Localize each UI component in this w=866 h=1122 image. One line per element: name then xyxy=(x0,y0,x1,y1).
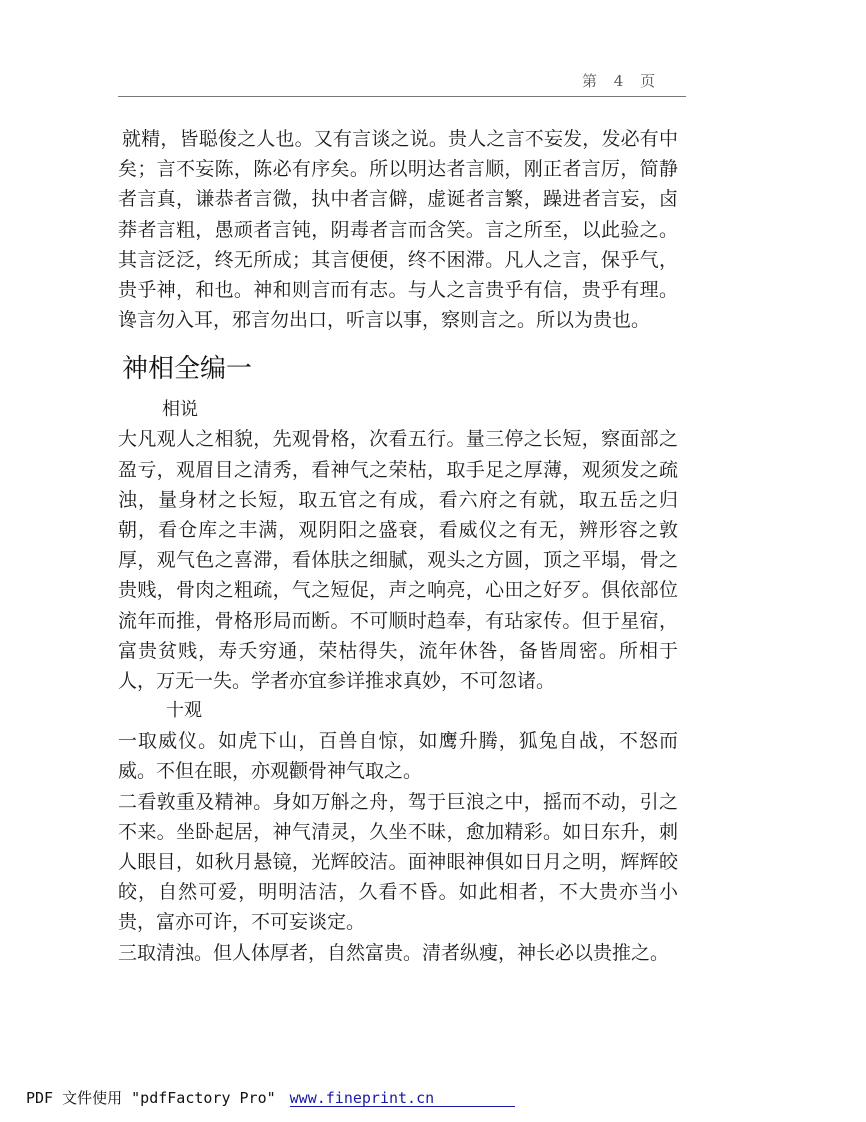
paragraph-dunzhong: 二看敦重及精神。身如万斛之舟，驾于巨浪之中，摇而不动，引之不来。坐卧起居，神气清灵，久坐不昧，愈加精彩。如日东升，刺人眼目，如秋月悬镜，光辉皎洁。面神眼神俱如日月之明，辉辉皎皎，自然可爱，明明洁洁，久看不昏。如此相者，不大贵亦当小贵，富亦可许，不可妄谈定。 xyxy=(118,790,678,934)
header-divider xyxy=(118,96,686,97)
footer-producer-text: PDF 文件使用 "pdfFactory Pro" xyxy=(26,1089,276,1107)
paragraph-qingzhuo: 三取清浊。但人体厚者，自然富贵。清者纵瘦，神长必以贵推之。 xyxy=(118,941,670,964)
subsection-title-xiangshuo: 相说 xyxy=(162,399,198,421)
pdf-footer xyxy=(26,1087,515,1108)
paragraph-speech: 就精，皆聪俊之人也。又有言谈之说。贵人之言不妄发，发必有中矣；言不妄陈，陈必有序矣。所以明达者言顺，刚正者言厉，简静者言真，谦恭者言微，执中者言僻，虚诞者言繁，躁进者言妄，卤莽者言粗，愚顽者言钝，阴毒者言而含笑。言之所至，以此验之。其言泛泛，终无所成；其言便便，终不困滞。凡人之言，保乎气，贵乎神，和也。神和则言而有志。与人之言贵乎有信，贵乎有理。谗言勿入耳，邪言勿出口，听言以事，察则言之。所以为贵也。 xyxy=(118,128,678,332)
footer-link[interactable]: www.fineprint.cn xyxy=(290,1090,515,1107)
page-content xyxy=(118,124,678,968)
subsection-title-shiguan: 十观 xyxy=(166,700,202,722)
page-number: 第 4 页 xyxy=(582,72,662,90)
paragraph-xiangshuo: 大凡观人之相貌，先观骨格，次看五行。量三停之长短，察面部之盈亏，观眉目之清秀，看神气之荣枯，取手足之厚薄，观须发之疏浊，量身材之长短，取五官之有成，看六府之有就，取五岳之归朝，看仓库之丰满，观阴阳之盛衰，看威仪之有无，辨形容之敦厚，观气色之喜滞，看体肤之细腻，观头之方圆，顶之平塌，骨之贵贱，骨肉之粗疏，气之短促，声之响亮，心田之好歹。俱依部位流年而推，骨格形局而断。不可顺时趋奉，有玷家传。但于星宿，富贵贫贱，寿夭穷通，荣枯得失，流年休咎，备皆周密。所相于人，万无一失。学者亦宜参详推求真妙，不可忽诸。 xyxy=(118,428,678,693)
paragraph-weiyi: 一取威仪。如虎下山，百兽自惊，如鹰升腾，狐兔自战，不怒而威。不但在眼，亦观颧骨神气取之。 xyxy=(118,730,678,783)
section-title: 神相全编一 xyxy=(122,354,253,385)
